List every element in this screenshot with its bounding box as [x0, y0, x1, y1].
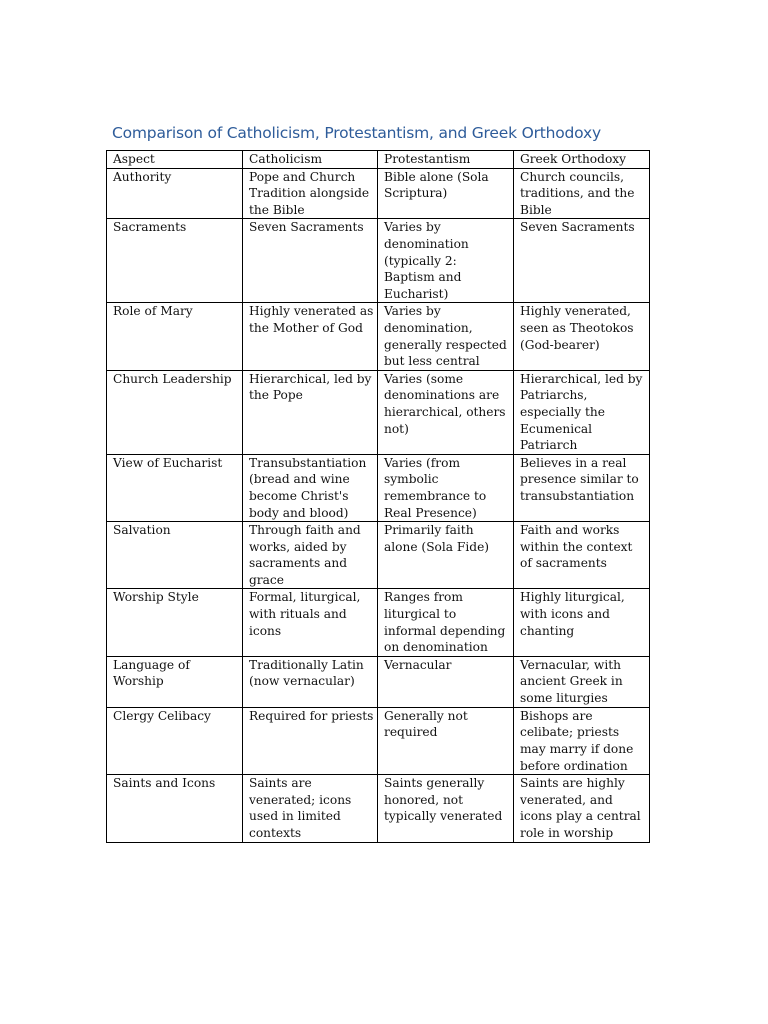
- table-row-salvation: [107, 522, 650, 589]
- table-header-row: [107, 151, 650, 169]
- table-cell: Varies (from symbolic remembrance to Real Presence): [378, 454, 514, 521]
- table-cell: Seven Sacraments: [243, 219, 378, 303]
- header-greek-orthodoxy: Greek Orthodoxy: [514, 151, 650, 169]
- table-cell: Faith and works within the context of sacraments: [514, 522, 650, 589]
- table-cell: Pope and Church Tradition alongside the Bible: [243, 168, 378, 219]
- table-cell: Church Leadership: [107, 370, 243, 454]
- table-row-worship-style: [107, 589, 650, 656]
- table-cell: Bible alone (Sola Scriptura): [378, 168, 514, 219]
- table-cell: Varies (some denominations are hierarchical, others not): [378, 370, 514, 454]
- table-cell: Saints and Icons: [107, 775, 243, 842]
- table-cell: Primarily faith alone (Sola Fide): [378, 522, 514, 589]
- table-row-sacraments: [107, 219, 650, 303]
- table-row-role-of-mary: [107, 303, 650, 370]
- table-cell: Saints are venerated; icons used in limited contexts: [243, 775, 378, 842]
- table-cell: Highly venerated as the Mother of God: [243, 303, 378, 370]
- table-cell: Language of Worship: [107, 656, 243, 707]
- table-cell: Sacraments: [107, 219, 243, 303]
- table-cell: Through faith and works, aided by sacraments and grace: [243, 522, 378, 589]
- table-cell: Traditionally Latin (now vernacular): [243, 656, 378, 707]
- table-cell: Transubstantiation (bread and wine become Christ's body and blood): [243, 454, 378, 521]
- comparison-table: [106, 150, 650, 843]
- table-cell: Saints generally honored, not typically venerated: [378, 775, 514, 842]
- table-cell: View of Eucharist: [107, 454, 243, 521]
- table-cell: Vernacular, with ancient Greek in some liturgies: [514, 656, 650, 707]
- table-row-authority: [107, 168, 650, 219]
- table-cell: Ranges from liturgical to informal depending on denomination: [378, 589, 514, 656]
- table-cell: Salvation: [107, 522, 243, 589]
- table-row-clergy-celibacy: [107, 707, 650, 774]
- table-cell: Role of Mary: [107, 303, 243, 370]
- table-cell: Seven Sacraments: [514, 219, 650, 303]
- table-row-church-leadership: [107, 370, 650, 454]
- header-aspect: Aspect: [107, 151, 243, 169]
- table-cell: Bishops are celibate; priests may marry if done before ordination: [514, 707, 650, 774]
- document-title: Comparison of Catholicism, Protestantism, and Greek Orthodoxy: [112, 124, 601, 142]
- table-cell: Authority: [107, 168, 243, 219]
- table-cell: Saints are highly venerated, and icons play a central role in worship: [514, 775, 650, 842]
- table-row-view-of-eucharist: [107, 454, 650, 521]
- table-cell: Church councils, traditions, and the Bible: [514, 168, 650, 219]
- table-cell: Required for priests: [243, 707, 378, 774]
- table-cell: Hierarchical, led by the Pope: [243, 370, 378, 454]
- table-cell: Believes in a real presence similar to transubstantiation: [514, 454, 650, 521]
- header-protestantism: Protestantism: [378, 151, 514, 169]
- table-cell: Varies by denomination, generally respected but less central: [378, 303, 514, 370]
- table-cell: Worship Style: [107, 589, 243, 656]
- table-row-language-of-worship: [107, 656, 650, 707]
- table-cell: Highly liturgical, with icons and chanting: [514, 589, 650, 656]
- table-cell: Formal, liturgical, with rituals and icons: [243, 589, 378, 656]
- table-cell: Clergy Celibacy: [107, 707, 243, 774]
- header-catholicism: Catholicism: [243, 151, 378, 169]
- table-cell: Varies by denomination (typically 2: Baptism and Eucharist): [378, 219, 514, 303]
- table-cell: Hierarchical, led by Patriarchs, especially the Ecumenical Patriarch: [514, 370, 650, 454]
- table-cell: Highly venerated, seen as Theotokos (God-bearer): [514, 303, 650, 370]
- table-row-saints-and-icons: [107, 775, 650, 842]
- table-cell: Generally not required: [378, 707, 514, 774]
- table-cell: Vernacular: [378, 656, 514, 707]
